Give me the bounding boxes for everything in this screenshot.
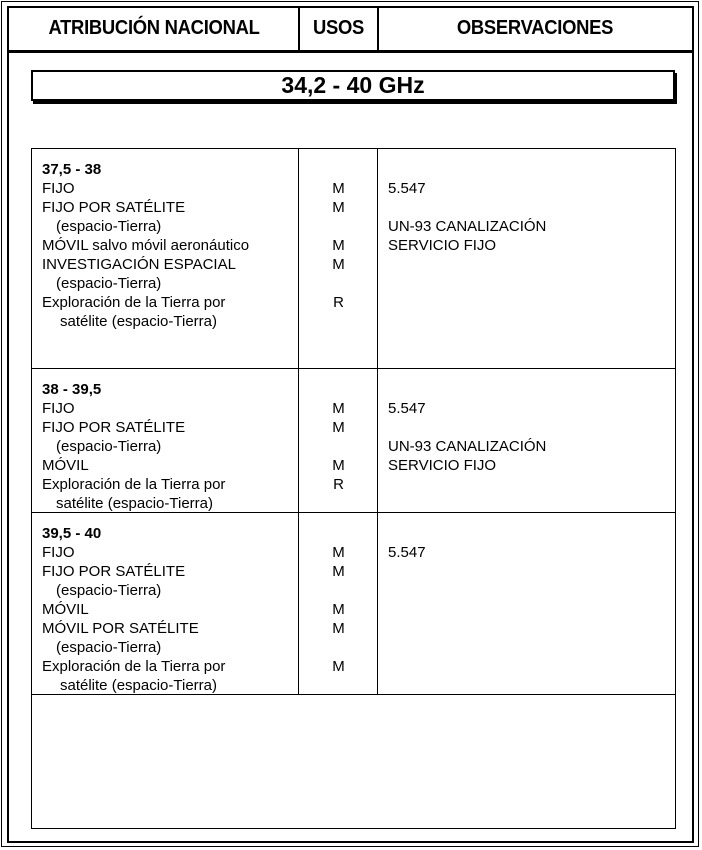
observation-line: SERVICIO FIJO bbox=[388, 237, 497, 254]
use-code: M bbox=[332, 237, 345, 254]
band-label: 37,5 - 38 bbox=[42, 161, 102, 178]
table-row-2-observations bbox=[388, 399, 546, 475]
use-code: M bbox=[332, 199, 345, 216]
use-code bbox=[300, 581, 377, 600]
allocation-line: (espacio-Tierra) bbox=[56, 275, 162, 292]
allocation-line: MÓVIL salvo móvil aeronáutico bbox=[42, 237, 250, 254]
table-row-divider-1 bbox=[31, 368, 676, 369]
allocation-line: MÓVIL POR SATÉLITE bbox=[42, 620, 199, 637]
use-code: M bbox=[332, 457, 345, 474]
use-code: M bbox=[332, 620, 345, 637]
observation-line bbox=[388, 418, 546, 437]
table-row-1-uses bbox=[300, 179, 377, 312]
use-code: M bbox=[332, 601, 345, 618]
allocation-line: MÓVIL bbox=[42, 601, 89, 618]
band-label: 38 - 39,5 bbox=[42, 381, 102, 398]
header-divider-2 bbox=[377, 8, 379, 50]
allocation-line: FIJO bbox=[42, 400, 75, 417]
allocation-line: (espacio-Tierra) bbox=[56, 438, 162, 455]
use-code: M bbox=[332, 180, 345, 197]
table-row-1-observations bbox=[388, 179, 546, 255]
allocation-line: INVESTIGACIÓN ESPACIAL bbox=[42, 256, 236, 273]
table-row-3-uses bbox=[300, 543, 377, 676]
range-title: 34,2 - 40 GHz bbox=[31, 70, 675, 101]
header-divider-1 bbox=[298, 8, 300, 50]
band-label: 39,5 - 40 bbox=[42, 525, 102, 542]
allocation-line: satélite (espacio-Tierra) bbox=[60, 677, 217, 694]
allocation-line: Exploración de la Tierra por bbox=[42, 476, 226, 493]
use-code: M bbox=[332, 563, 345, 580]
use-code: M bbox=[332, 256, 345, 273]
table-row-3-allocations bbox=[42, 524, 225, 695]
allocation-line: Exploración de la Tierra por bbox=[42, 294, 226, 311]
observation-line: 5.547 bbox=[388, 180, 426, 197]
header-col-usos: USOS bbox=[312, 16, 365, 39]
table-row-2-allocations bbox=[42, 380, 225, 513]
allocation-line: (espacio-Tierra) bbox=[56, 582, 162, 599]
table-row-1-allocations bbox=[42, 160, 249, 331]
observation-line: UN-93 CANALIZACIÓN bbox=[388, 218, 547, 235]
observation-line: UN-93 CANALIZACIÓN bbox=[388, 438, 547, 455]
allocation-line: FIJO POR SATÉLITE bbox=[42, 563, 186, 580]
table-col-divider-1 bbox=[298, 148, 299, 694]
allocation-line: (espacio-Tierra) bbox=[56, 218, 162, 235]
use-code bbox=[300, 217, 377, 236]
allocation-line: Exploración de la Tierra por bbox=[42, 658, 226, 675]
allocation-line: satélite (espacio-Tierra) bbox=[56, 495, 213, 512]
observation-line: 5.547 bbox=[388, 400, 426, 417]
observation-line: SERVICIO FIJO bbox=[388, 457, 497, 474]
allocation-line: FIJO POR SATÉLITE bbox=[42, 199, 186, 216]
allocation-line: FIJO POR SATÉLITE bbox=[42, 419, 186, 436]
use-code bbox=[300, 274, 377, 293]
observation-line: 5.547 bbox=[388, 544, 426, 561]
use-code bbox=[300, 437, 377, 456]
header-col-observaciones: OBSERVACIONES bbox=[456, 16, 614, 39]
header-col-atribucion: ATRIBUCIÓN NACIONAL bbox=[48, 16, 260, 39]
table-row-2-uses bbox=[300, 399, 377, 494]
use-code: R bbox=[333, 294, 344, 311]
table-row-3-observations bbox=[388, 543, 426, 562]
use-code: M bbox=[332, 419, 345, 436]
allocation-line: FIJO bbox=[42, 180, 75, 197]
header-bottom-rule bbox=[9, 50, 692, 53]
allocation-line: satélite (espacio-Tierra) bbox=[60, 313, 217, 330]
use-code: M bbox=[332, 544, 345, 561]
allocation-line: MÓVIL bbox=[42, 457, 89, 474]
table-col-divider-2 bbox=[377, 148, 378, 694]
use-code bbox=[300, 638, 377, 657]
allocation-line: (espacio-Tierra) bbox=[56, 639, 162, 656]
use-code: R bbox=[333, 476, 344, 493]
use-code: M bbox=[332, 400, 345, 417]
allocation-line: FIJO bbox=[42, 544, 75, 561]
use-code: M bbox=[332, 658, 345, 675]
observation-line bbox=[388, 198, 546, 217]
